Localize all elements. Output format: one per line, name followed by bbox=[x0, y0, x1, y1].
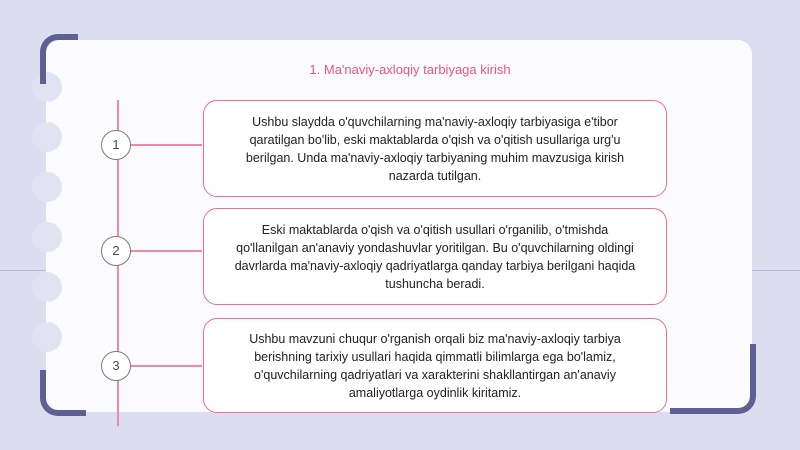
step-box bbox=[203, 208, 667, 305]
frame-corner-bottom-right bbox=[670, 344, 756, 414]
binder-hole bbox=[32, 322, 62, 352]
binder-hole bbox=[32, 172, 62, 202]
step-text: Ushbu slaydda o'quvchilarning ma'naviy-axloqiy tarbiyasiga e'tibor qaratilgan bo'lib, eski maktablarda o'qish va o'qitish usullariga urg'u berilgan. Unda ma'naviy-axloqiy tarbiyaning muhim mavzusiga kirish nazarda tutilgan. bbox=[245, 114, 625, 183]
step-number: 2 bbox=[101, 236, 131, 266]
connector-line bbox=[130, 144, 202, 146]
step-number: 3 bbox=[101, 351, 131, 381]
binder-hole bbox=[32, 122, 62, 152]
connector-line bbox=[130, 365, 202, 367]
step-box bbox=[203, 318, 667, 413]
step-box bbox=[203, 100, 667, 197]
step-text: Eski maktablarda o'qish va o'qitish usullari o'rganilib, o'tmishda qo'llanilgan an'anaviy yondashuvlar yoritilgan. Bu o'quvchilarning oldingi davrlarda ma'naviy-axloqiy qadriyatlarga qanday tarbiya berilgani haqida tushuncha beradi. bbox=[234, 222, 636, 291]
connector-line bbox=[130, 250, 202, 252]
binder-hole bbox=[32, 272, 62, 302]
step-text: Ushbu mavzuni chuqur o'rganish orqali biz ma'naviy-axloqiy tarbiya berishning tarixiy usullari haqida qimmatli bilimlarga ega bo'lamiz, o'quvchilarning qadriyatlari va xarakterini shakllantirgan an'anaviy amaliyotlarga oydinlik kiritamiz. bbox=[249, 331, 621, 400]
step-number: 1 bbox=[101, 130, 131, 160]
binder-hole bbox=[32, 222, 62, 252]
frame-corner-bottom-left bbox=[40, 370, 86, 416]
slide-title: 1. Ma'naviy-axloqiy tarbiyaga kirish bbox=[309, 62, 511, 77]
